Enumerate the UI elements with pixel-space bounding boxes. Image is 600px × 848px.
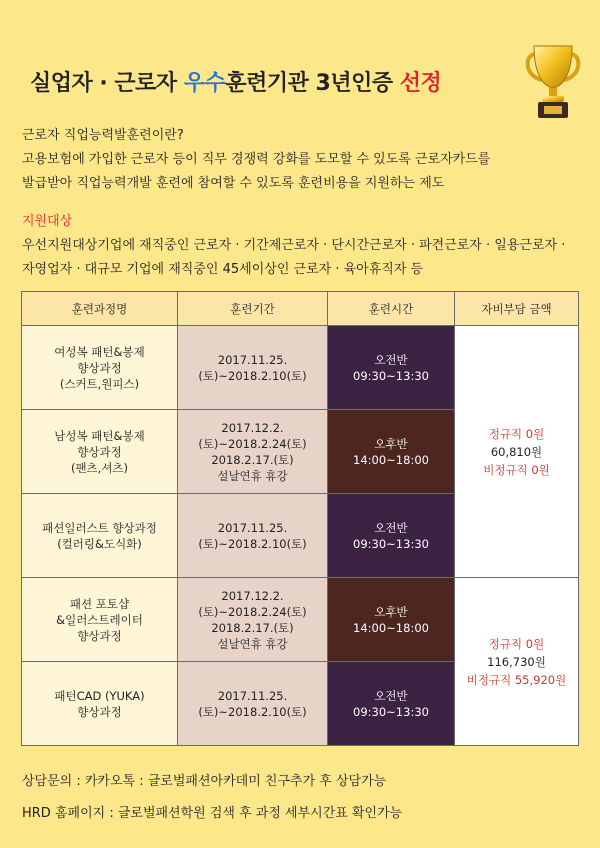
title-part-4: 선정 <box>399 71 442 96</box>
header-time: 훈련시간 <box>328 292 455 326</box>
period-cell <box>178 326 328 410</box>
period-line: 설날연휴 휴강 <box>217 636 288 651</box>
time-cell <box>328 662 455 746</box>
period-cell <box>178 578 328 662</box>
period-line: 2017.11.25.(토)~2018.2.10(토) <box>198 520 307 551</box>
support-section <box>22 210 565 282</box>
course-name-line: 남성복 패턴&봉제 <box>54 428 145 443</box>
time-cell <box>328 410 455 494</box>
course-name-line: (팬츠,셔츠) <box>70 460 129 475</box>
table-row <box>22 326 579 410</box>
course-name-cell <box>22 410 178 494</box>
session-hours: 09:30~13:30 <box>353 704 429 719</box>
session-label: 오후반 <box>374 604 408 619</box>
period-cell <box>178 662 328 746</box>
intro-section <box>22 124 490 196</box>
session-hours: 09:30~13:30 <box>353 368 429 383</box>
course-name-line: 향상과정 <box>77 360 122 375</box>
period-line: 2017.11.25.(토)~2018.2.10(토) <box>198 688 307 719</box>
fee-irregular: 비정규직 55,920원 <box>466 672 567 687</box>
course-name-line: 향상과정 <box>77 704 122 719</box>
course-table <box>21 291 579 746</box>
intro-question: 근로자 직업능력발훈련이란? <box>22 128 184 143</box>
session-hours: 14:00~18:00 <box>353 452 429 467</box>
fee-cell <box>455 326 579 578</box>
trophy-icon <box>522 40 584 124</box>
session-label: 오후반 <box>374 436 408 451</box>
intro-text-2: 발급받아 직업능력개발 훈련에 참여할 수 있도록 훈련비용을 지원하는 제도 <box>22 176 445 191</box>
session-label: 오전반 <box>374 688 408 703</box>
period-cell <box>178 410 328 494</box>
footer-section <box>22 766 402 830</box>
fee-irregular: 비정규직 0원 <box>483 462 550 477</box>
course-name-line: (컬러링&도식화) <box>57 536 142 551</box>
support-heading: 지원대상 <box>22 214 73 229</box>
course-name-line: 패턴CAD (YUKA) <box>54 688 145 703</box>
table-row <box>22 578 579 662</box>
intro-text-1: 고용보험에 가입한 근로자 등이 직무 경쟁력 강화를 도모할 수 있도록 근로자카드를 <box>22 152 491 167</box>
course-name-line: 향상과정 <box>77 628 122 643</box>
header-fee: 자비부담 금액 <box>455 292 579 326</box>
title-part-2: 우수 <box>183 71 226 96</box>
fee-cell <box>455 578 579 746</box>
course-name-line: 여성복 패턴&봉제 <box>54 344 145 359</box>
contact-info: 상담문의 : 카카오톡 : 글로벌패션아카데미 친구추가 후 상담가능 <box>22 774 387 789</box>
session-label: 오전반 <box>374 520 408 535</box>
course-name-cell <box>22 578 178 662</box>
time-cell <box>328 494 455 578</box>
session-hours: 14:00~18:00 <box>353 620 429 635</box>
title-part-1: 실업자 · 근로자 <box>30 71 184 96</box>
period-line: 2018.2.17.(토) <box>211 620 294 635</box>
period-line: 설날연휴 휴강 <box>217 468 288 483</box>
course-name-line: 패션 포토샵 <box>69 596 130 611</box>
header-course-name: 훈련과정명 <box>22 292 178 326</box>
period-line: 2017.12.2.(토)~2018.2.24(토) <box>198 420 307 451</box>
course-name-line: 향상과정 <box>77 444 122 459</box>
period-line: 2017.12.2.(토)~2018.2.24(토) <box>198 588 307 619</box>
time-cell <box>328 326 455 410</box>
page-title <box>30 66 441 97</box>
period-line: 2017.11.25.(토)~2018.2.10(토) <box>198 352 307 383</box>
session-hours: 09:30~13:30 <box>353 536 429 551</box>
fee-amount: 60,810원 <box>490 444 543 459</box>
course-name-cell <box>22 326 178 410</box>
period-cell <box>178 494 328 578</box>
course-name-line: &일러스트레이터 <box>56 612 143 627</box>
title-part-3: 훈련기관 3년인증 <box>225 71 400 96</box>
support-text-2: 자영업자 · 대규모 기업에 재직중인 45세이상인 근로자 · 육아휴직자 등 <box>22 262 424 277</box>
header-period: 훈련기간 <box>178 292 328 326</box>
fee-amount: 116,730원 <box>487 654 546 669</box>
course-name-line: (스커트,원피스) <box>59 376 140 391</box>
hrd-info: HRD 홈페이지 : 글로벌패션학원 검색 후 과정 세부시간표 확인가능 <box>22 806 403 821</box>
fee-regular: 정규직 0원 <box>488 636 545 651</box>
time-cell <box>328 578 455 662</box>
fee-regular: 정규직 0원 <box>488 426 545 441</box>
course-name-cell <box>22 494 178 578</box>
period-line: 2018.2.17.(토) <box>211 452 294 467</box>
session-label: 오전반 <box>374 352 408 367</box>
course-name-line: 패션일러스트 향상과정 <box>42 520 157 535</box>
support-text-1: 우선지원대상기업에 재직중인 근로자 · 기간제근로자 · 단시간근로자 · 파견근로자 · 일용근로자 · <box>22 238 566 253</box>
table-header-row <box>22 292 579 326</box>
course-name-cell <box>22 662 178 746</box>
